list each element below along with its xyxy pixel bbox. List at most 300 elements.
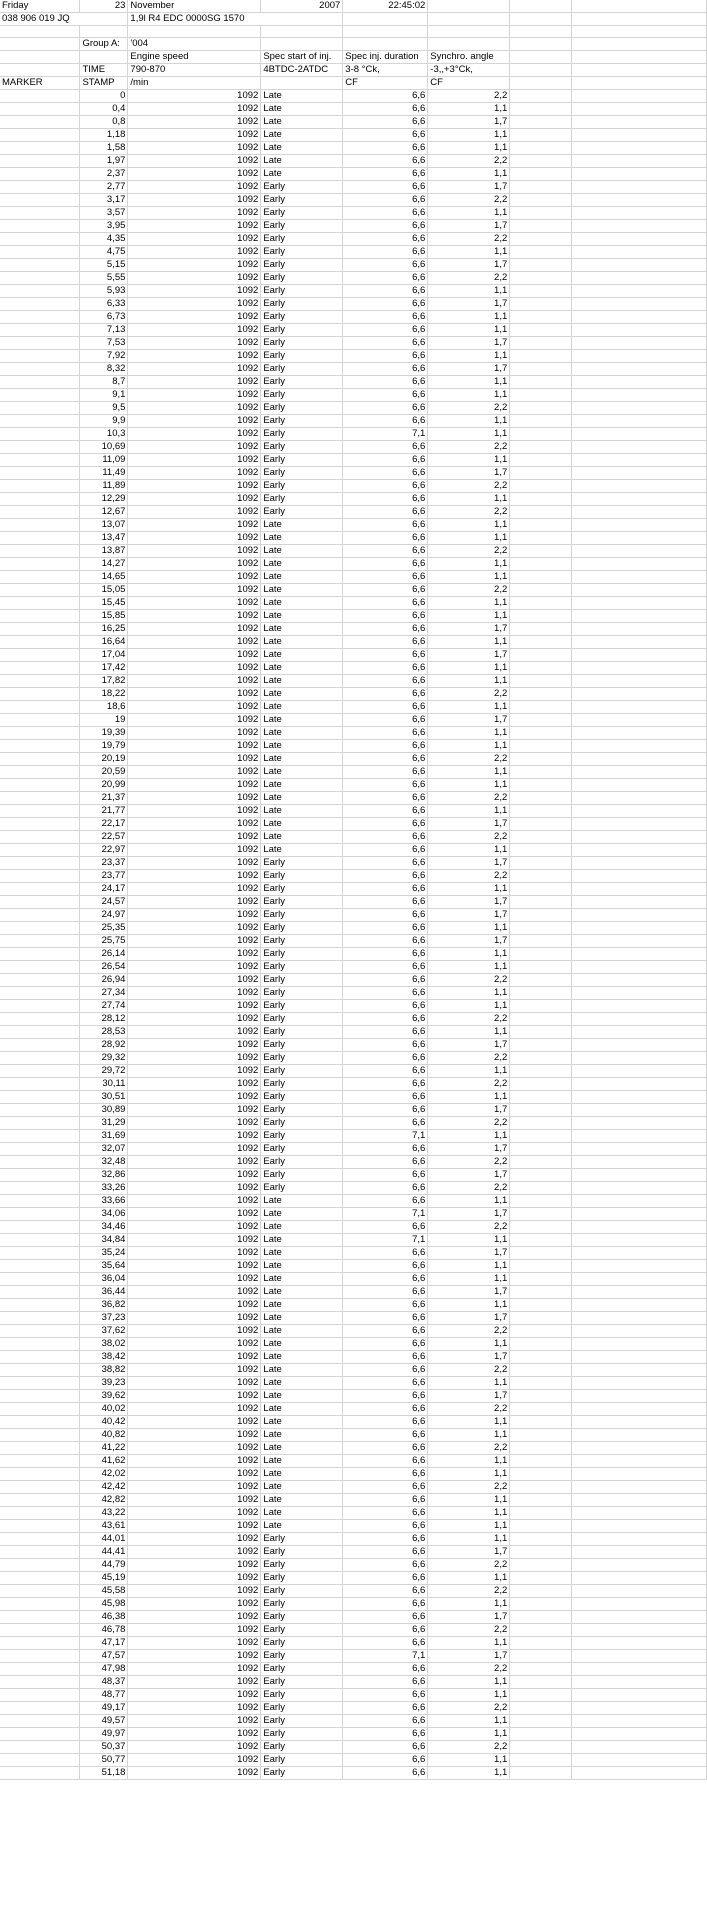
empty-cell[interactable] [510, 1546, 572, 1559]
marker-cell[interactable] [0, 233, 80, 246]
synchro-angle-cell[interactable]: 1,1 [428, 558, 510, 571]
empty-cell[interactable] [572, 285, 707, 298]
synchro-angle-cell[interactable]: 1,7 [428, 1104, 510, 1117]
marker-cell[interactable] [0, 1520, 80, 1533]
stamp-cell[interactable]: 17,42 [80, 662, 128, 675]
empty-cell[interactable] [510, 844, 572, 857]
marker-cell[interactable] [0, 467, 80, 480]
spec-duration-cell[interactable]: 6,6 [343, 1013, 428, 1026]
marker-cell[interactable] [0, 1195, 80, 1208]
empty-cell[interactable] [510, 1650, 572, 1663]
empty-cell[interactable] [510, 1091, 572, 1104]
spec-start-cell[interactable]: Late [261, 1325, 343, 1338]
empty-cell[interactable] [510, 480, 572, 493]
empty-cell[interactable] [510, 1416, 572, 1429]
stamp-cell[interactable]: 50,77 [80, 1754, 128, 1767]
stamp-cell[interactable]: 9,1 [80, 389, 128, 402]
engine-speed-cell[interactable]: 1092 [128, 1221, 261, 1234]
spec-start-cell[interactable]: Early [261, 480, 343, 493]
spec-duration-cell[interactable]: 6,6 [343, 1468, 428, 1481]
spec-duration-cell[interactable]: 6,6 [343, 415, 428, 428]
spec-start-cell[interactable]: Late [261, 1351, 343, 1364]
engine-speed-cell[interactable]: 1092 [128, 324, 261, 337]
spec-duration-cell[interactable]: 6,6 [343, 831, 428, 844]
empty-cell[interactable] [510, 571, 572, 584]
empty-cell[interactable] [572, 1130, 707, 1143]
marker-cell[interactable] [0, 1156, 80, 1169]
engine-speed-cell[interactable]: 1092 [128, 727, 261, 740]
marker-cell[interactable] [0, 545, 80, 558]
stamp-cell[interactable]: 37,62 [80, 1325, 128, 1338]
empty-cell[interactable] [510, 1039, 572, 1052]
synchro-angle-cell[interactable]: 1,1 [428, 1065, 510, 1078]
empty-cell[interactable] [510, 1676, 572, 1689]
spec-start-cell[interactable]: Early [261, 1533, 343, 1546]
empty-cell[interactable] [510, 1078, 572, 1091]
marker-cell[interactable] [0, 558, 80, 571]
synchro-angle-cell[interactable]: 1,7 [428, 1312, 510, 1325]
stamp-cell[interactable]: 44,79 [80, 1559, 128, 1572]
stamp-cell[interactable]: 12,29 [80, 493, 128, 506]
empty-cell[interactable] [510, 909, 572, 922]
spec-duration-cell[interactable]: 6,6 [343, 1533, 428, 1546]
empty-cell[interactable] [572, 584, 707, 597]
stamp-cell[interactable]: 12,67 [80, 506, 128, 519]
empty-cell[interactable] [572, 441, 707, 454]
marker-cell[interactable] [0, 1364, 80, 1377]
spec-start-cell[interactable]: Late [261, 1494, 343, 1507]
spec-start-cell[interactable]: Early [261, 363, 343, 376]
synchro-angle-cell[interactable]: 2,2 [428, 1585, 510, 1598]
marker-cell[interactable] [0, 1767, 80, 1780]
marker-cell[interactable] [0, 1585, 80, 1598]
stamp-cell[interactable]: 34,06 [80, 1208, 128, 1221]
empty-cell[interactable] [572, 116, 707, 129]
empty-cell[interactable] [510, 753, 572, 766]
engine-speed-cell[interactable]: 1092 [128, 1572, 261, 1585]
empty-cell[interactable] [572, 1663, 707, 1676]
marker-cell[interactable] [0, 818, 80, 831]
spec-duration-cell[interactable]: 6,6 [343, 311, 428, 324]
stamp-cell[interactable]: 44,01 [80, 1533, 128, 1546]
engine-speed-cell[interactable]: 1092 [128, 1026, 261, 1039]
synchro-angle-cell[interactable]: 1,1 [428, 805, 510, 818]
engine-speed-cell[interactable]: 1092 [128, 844, 261, 857]
spec-start-cell[interactable]: Early [261, 1741, 343, 1754]
synchro-angle-cell[interactable]: 2,2 [428, 1013, 510, 1026]
empty-cell[interactable] [510, 610, 572, 623]
empty-cell[interactable] [0, 64, 80, 77]
spec-start-cell[interactable]: Late [261, 688, 343, 701]
spec-start-cell[interactable]: Early [261, 1598, 343, 1611]
synchro-angle-cell[interactable]: 2,2 [428, 1559, 510, 1572]
engine-speed-cell[interactable]: 1092 [128, 1403, 261, 1416]
marker-cell[interactable] [0, 1000, 80, 1013]
empty-cell[interactable] [572, 1273, 707, 1286]
engine-speed-cell[interactable]: 1092 [128, 1091, 261, 1104]
stamp-cell[interactable]: 20,99 [80, 779, 128, 792]
engine-speed-cell[interactable]: 1092 [128, 1611, 261, 1624]
marker-cell[interactable] [0, 428, 80, 441]
empty-cell[interactable] [572, 740, 707, 753]
engine-speed-cell[interactable]: 1092 [128, 1052, 261, 1065]
spec-duration-cell[interactable]: 6,6 [343, 1689, 428, 1702]
stamp-cell[interactable]: 20,19 [80, 753, 128, 766]
empty-cell[interactable] [510, 1494, 572, 1507]
spec-start-cell[interactable]: Early [261, 1676, 343, 1689]
stamp-cell[interactable]: 38,42 [80, 1351, 128, 1364]
synchro-angle-cell[interactable]: 2,2 [428, 753, 510, 766]
empty-cell[interactable] [510, 1611, 572, 1624]
empty-cell[interactable] [572, 26, 707, 38]
spec-start-cell[interactable]: Late [261, 571, 343, 584]
marker-cell[interactable] [0, 415, 80, 428]
empty-cell[interactable] [572, 766, 707, 779]
empty-cell[interactable] [572, 818, 707, 831]
spec-start-cell[interactable]: Late [261, 1416, 343, 1429]
spec-start-cell[interactable]: Early [261, 1039, 343, 1052]
spec-start-cell[interactable]: Early [261, 1689, 343, 1702]
empty-cell[interactable] [572, 363, 707, 376]
marker-cell[interactable] [0, 740, 80, 753]
empty-cell[interactable] [510, 649, 572, 662]
part-number-cell[interactable]: 038 906 019 JQ [0, 13, 128, 26]
stamp-cell[interactable]: 26,14 [80, 948, 128, 961]
spec-duration-cell[interactable]: 6,6 [343, 285, 428, 298]
spec-start-cell[interactable]: Early [261, 1091, 343, 1104]
spec-duration-cell[interactable]: 6,6 [343, 1494, 428, 1507]
spec-start-cell[interactable]: Late [261, 662, 343, 675]
marker-cell[interactable] [0, 1650, 80, 1663]
engine-speed-cell[interactable]: 1092 [128, 636, 261, 649]
marker-cell[interactable] [0, 220, 80, 233]
spec-start-cell[interactable]: Early [261, 948, 343, 961]
empty-cell[interactable] [510, 701, 572, 714]
spec-duration-cell[interactable]: 6,6 [343, 259, 428, 272]
marker-cell[interactable] [0, 1481, 80, 1494]
spec-start-cell[interactable]: Late [261, 792, 343, 805]
engine-speed-cell[interactable]: 1092 [128, 1117, 261, 1130]
synchro-angle-cell[interactable]: 2,2 [428, 1702, 510, 1715]
spec-duration-cell[interactable]: 6,6 [343, 649, 428, 662]
empty-cell[interactable] [572, 1299, 707, 1312]
spec-start-cell[interactable]: Late [261, 1247, 343, 1260]
spec-start-cell[interactable]: Late [261, 610, 343, 623]
synchro-angle-cell[interactable]: 2,2 [428, 1078, 510, 1091]
empty-cell[interactable] [428, 26, 510, 38]
engine-speed-cell[interactable]: 1092 [128, 129, 261, 142]
empty-cell[interactable] [572, 701, 707, 714]
empty-cell[interactable] [510, 324, 572, 337]
spec-duration-cell[interactable]: 6,6 [343, 1429, 428, 1442]
spec-duration-cell[interactable]: 6,6 [343, 103, 428, 116]
empty-cell[interactable] [572, 207, 707, 220]
empty-cell[interactable] [572, 1390, 707, 1403]
marker-cell[interactable] [0, 1663, 80, 1676]
spec-duration-cell[interactable]: 6,6 [343, 1247, 428, 1260]
stamp-cell[interactable]: 45,58 [80, 1585, 128, 1598]
stamp-cell[interactable]: 13,47 [80, 532, 128, 545]
synchro-angle-cell[interactable]: 1,1 [428, 1507, 510, 1520]
year-cell[interactable]: 2007 [261, 0, 343, 13]
marker-cell[interactable] [0, 1442, 80, 1455]
stamp-cell[interactable]: 2,37 [80, 168, 128, 181]
stamp-cell[interactable]: 24,17 [80, 883, 128, 896]
spec-duration-cell[interactable]: 6,6 [343, 480, 428, 493]
empty-cell[interactable] [510, 454, 572, 467]
spec-duration-cell[interactable]: 6,6 [343, 1572, 428, 1585]
spec-start-cell[interactable]: Late [261, 142, 343, 155]
engine-speed-cell[interactable]: 1092 [128, 493, 261, 506]
marker-cell[interactable] [0, 142, 80, 155]
engine-speed-cell[interactable]: 1092 [128, 1156, 261, 1169]
synchro-angle-cell[interactable]: 2,2 [428, 688, 510, 701]
spec-start-cell[interactable]: Late [261, 1468, 343, 1481]
time-header[interactable]: TIME [80, 64, 128, 77]
marker-cell[interactable] [0, 1104, 80, 1117]
empty-cell[interactable] [572, 1351, 707, 1364]
engine-speed-cell[interactable]: 1092 [128, 1390, 261, 1403]
engine-speed-cell[interactable]: 1092 [128, 1585, 261, 1598]
marker-cell[interactable] [0, 1338, 80, 1351]
empty-cell[interactable] [510, 51, 572, 64]
spec-duration-cell[interactable]: 6,6 [343, 870, 428, 883]
stamp-cell[interactable]: 0,8 [80, 116, 128, 129]
empty-cell[interactable] [572, 1104, 707, 1117]
spec-start-cell[interactable]: Late [261, 1377, 343, 1390]
empty-cell[interactable] [572, 779, 707, 792]
engine-speed-cell[interactable]: 1092 [128, 974, 261, 987]
spec-duration-cell[interactable]: 6,6 [343, 818, 428, 831]
spec-start-cell[interactable]: Early [261, 1637, 343, 1650]
empty-cell[interactable] [572, 1195, 707, 1208]
spec-duration-cell[interactable]: 6,6 [343, 922, 428, 935]
engine-speed-cell[interactable]: 1092 [128, 753, 261, 766]
synchro-angle-cell[interactable]: 1,7 [428, 1650, 510, 1663]
empty-cell[interactable] [510, 220, 572, 233]
stamp-cell[interactable]: 51,18 [80, 1767, 128, 1780]
stamp-cell[interactable]: 25,75 [80, 935, 128, 948]
spec-start-cell[interactable]: Late [261, 1195, 343, 1208]
spec-start-cell[interactable]: Late [261, 623, 343, 636]
stamp-cell[interactable]: 3,57 [80, 207, 128, 220]
marker-cell[interactable] [0, 1013, 80, 1026]
synchro-angle-cell[interactable]: 1,1 [428, 1754, 510, 1767]
spec-duration-cell[interactable]: 6,6 [343, 1585, 428, 1598]
engine-speed-cell[interactable]: 1092 [128, 779, 261, 792]
spec-duration-cell[interactable]: 6,6 [343, 883, 428, 896]
engine-speed-cell[interactable]: 1092 [128, 168, 261, 181]
synchro-angle-cell[interactable]: 1,7 [428, 337, 510, 350]
stamp-cell[interactable]: 36,44 [80, 1286, 128, 1299]
stamp-cell[interactable]: 15,05 [80, 584, 128, 597]
month-cell[interactable]: November [128, 0, 261, 13]
stamp-cell[interactable]: 29,32 [80, 1052, 128, 1065]
engine-speed-cell[interactable]: 1092 [128, 961, 261, 974]
engine-speed-cell[interactable]: 1092 [128, 922, 261, 935]
spec-duration-cell[interactable]: 7,1 [343, 1234, 428, 1247]
marker-cell[interactable] [0, 1598, 80, 1611]
spec-duration-cell[interactable]: 6,6 [343, 233, 428, 246]
empty-cell[interactable] [510, 194, 572, 207]
engine-speed-cell[interactable]: 1092 [128, 1104, 261, 1117]
synchro-angle-cell[interactable]: 1,1 [428, 324, 510, 337]
empty-cell[interactable] [572, 1416, 707, 1429]
spec-start-cell[interactable]: Early [261, 974, 343, 987]
empty-cell[interactable] [510, 1390, 572, 1403]
spec-duration-cell[interactable]: 6,6 [343, 324, 428, 337]
empty-cell[interactable] [510, 1104, 572, 1117]
empty-cell[interactable] [572, 571, 707, 584]
empty-cell[interactable] [572, 1650, 707, 1663]
marker-cell[interactable] [0, 1676, 80, 1689]
stamp-cell[interactable]: 38,02 [80, 1338, 128, 1351]
engine-speed-cell[interactable]: 1092 [128, 883, 261, 896]
spec-duration-cell[interactable]: 6,6 [343, 1169, 428, 1182]
stamp-cell[interactable]: 46,78 [80, 1624, 128, 1637]
engine-speed-cell[interactable]: 1092 [128, 207, 261, 220]
spec-duration-cell[interactable]: 6,6 [343, 1637, 428, 1650]
empty-cell[interactable] [572, 51, 707, 64]
empty-cell[interactable] [510, 1624, 572, 1637]
spec-start-cell[interactable]: Late [261, 675, 343, 688]
spec-duration-cell[interactable]: 6,6 [343, 1260, 428, 1273]
stamp-cell[interactable]: 43,22 [80, 1507, 128, 1520]
spec-duration-cell[interactable]: 6,6 [343, 1299, 428, 1312]
synchro-angle-cell[interactable]: 1,1 [428, 1494, 510, 1507]
marker-cell[interactable] [0, 272, 80, 285]
spec-start-cell[interactable]: Early [261, 1624, 343, 1637]
marker-cell[interactable] [0, 1507, 80, 1520]
stamp-cell[interactable]: 7,13 [80, 324, 128, 337]
spec-duration-cell[interactable]: 6,6 [343, 909, 428, 922]
stamp-cell[interactable]: 26,54 [80, 961, 128, 974]
empty-cell[interactable] [510, 688, 572, 701]
marker-cell[interactable] [0, 844, 80, 857]
marker-cell[interactable] [0, 1455, 80, 1468]
stamp-cell[interactable]: 32,48 [80, 1156, 128, 1169]
stamp-cell[interactable]: 48,37 [80, 1676, 128, 1689]
marker-cell[interactable] [0, 1624, 80, 1637]
empty-cell[interactable] [510, 714, 572, 727]
empty-cell[interactable] [510, 662, 572, 675]
marker-cell[interactable] [0, 441, 80, 454]
stamp-cell[interactable]: 31,29 [80, 1117, 128, 1130]
empty-cell[interactable] [510, 792, 572, 805]
empty-cell[interactable] [572, 649, 707, 662]
spec-start-cell[interactable]: Early [261, 1754, 343, 1767]
spec-duration-cell[interactable]: 6,6 [343, 688, 428, 701]
synchro-angle-cell[interactable]: 2,2 [428, 584, 510, 597]
spec-start-cell[interactable]: Late [261, 1403, 343, 1416]
spec-start-cell[interactable]: Late [261, 1364, 343, 1377]
spec-start-cell[interactable]: Early [261, 1702, 343, 1715]
spec-duration-cell[interactable]: 6,6 [343, 714, 428, 727]
synchro-angle-cell[interactable]: 2,2 [428, 1663, 510, 1676]
marker-cell[interactable] [0, 961, 80, 974]
synchro-angle-cell[interactable]: 1,1 [428, 1299, 510, 1312]
stamp-cell[interactable]: 30,11 [80, 1078, 128, 1091]
engine-speed-cell[interactable]: 1092 [128, 987, 261, 1000]
spec-start-cell[interactable]: Early [261, 1130, 343, 1143]
engine-speed-cell[interactable]: 1092 [128, 610, 261, 623]
empty-cell[interactable] [510, 1403, 572, 1416]
engine-speed-cell[interactable]: 1092 [128, 857, 261, 870]
engine-speed-cell[interactable]: 1092 [128, 337, 261, 350]
synchro-angle-cell[interactable]: 1,7 [428, 818, 510, 831]
marker-cell[interactable] [0, 714, 80, 727]
empty-cell[interactable] [572, 155, 707, 168]
stamp-cell[interactable]: 21,37 [80, 792, 128, 805]
empty-cell[interactable] [572, 272, 707, 285]
engine-speed-cell[interactable]: 1092 [128, 623, 261, 636]
engine-speed-cell[interactable]: 1092 [128, 571, 261, 584]
spec-duration-cell[interactable]: 6,6 [343, 584, 428, 597]
empty-cell[interactable] [510, 1338, 572, 1351]
empty-cell[interactable] [572, 1767, 707, 1780]
synchro-angle-cell[interactable]: 1,1 [428, 1026, 510, 1039]
empty-cell[interactable] [510, 168, 572, 181]
empty-cell[interactable] [572, 714, 707, 727]
marker-cell[interactable] [0, 649, 80, 662]
empty-cell[interactable] [510, 1598, 572, 1611]
engine-speed-cell[interactable]: 1092 [128, 1728, 261, 1741]
synchro-angle-cell[interactable]: 1,1 [428, 142, 510, 155]
empty-cell[interactable] [428, 38, 510, 51]
empty-cell[interactable] [572, 402, 707, 415]
stamp-cell[interactable]: 0,4 [80, 103, 128, 116]
empty-cell[interactable] [572, 1741, 707, 1754]
marker-cell[interactable] [0, 1052, 80, 1065]
stamp-cell[interactable]: 27,34 [80, 987, 128, 1000]
empty-cell[interactable] [572, 1689, 707, 1702]
engine-speed-cell[interactable]: 1092 [128, 1663, 261, 1676]
engine-speed-cell[interactable]: 1092 [128, 90, 261, 103]
empty-cell[interactable] [572, 1208, 707, 1221]
empty-cell[interactable] [572, 688, 707, 701]
marker-cell[interactable] [0, 1533, 80, 1546]
spec-start-cell[interactable]: Early [261, 285, 343, 298]
synchro-angle-cell[interactable]: 1,1 [428, 532, 510, 545]
engine-speed-cell[interactable]: 1092 [128, 480, 261, 493]
stamp-cell[interactable]: 3,17 [80, 194, 128, 207]
synchro-angle-cell[interactable]: 1,1 [428, 1637, 510, 1650]
spec-duration-cell[interactable]: 6,6 [343, 1390, 428, 1403]
empty-cell[interactable] [510, 1195, 572, 1208]
speed-unit-cell[interactable]: /min [128, 77, 261, 90]
synchro-angle-cell[interactable]: 1,1 [428, 597, 510, 610]
spec-duration-header[interactable]: Spec inj. duration [343, 51, 428, 64]
time-cell[interactable]: 22:45:02 [343, 0, 428, 13]
synchro-angle-cell[interactable]: 2,2 [428, 233, 510, 246]
marker-cell[interactable] [0, 909, 80, 922]
synchro-angle-cell[interactable]: 1,7 [428, 857, 510, 870]
empty-cell[interactable] [572, 1546, 707, 1559]
start-range-cell[interactable]: 4BTDC-2ATDC [261, 64, 343, 77]
synchro-angle-cell[interactable]: 1,7 [428, 1546, 510, 1559]
spec-duration-cell[interactable]: 6,6 [343, 441, 428, 454]
spec-duration-cell[interactable]: 6,6 [343, 298, 428, 311]
engine-speed-cell[interactable]: 1092 [128, 1325, 261, 1338]
spec-duration-cell[interactable]: 6,6 [343, 1052, 428, 1065]
spec-start-cell[interactable]: Late [261, 90, 343, 103]
day-cell[interactable]: Friday [0, 0, 80, 13]
spec-start-cell[interactable]: Early [261, 389, 343, 402]
synchro-angle-cell[interactable]: 1,7 [428, 714, 510, 727]
empty-cell[interactable] [0, 51, 80, 64]
spec-duration-cell[interactable]: 6,6 [343, 246, 428, 259]
marker-cell[interactable] [0, 701, 80, 714]
